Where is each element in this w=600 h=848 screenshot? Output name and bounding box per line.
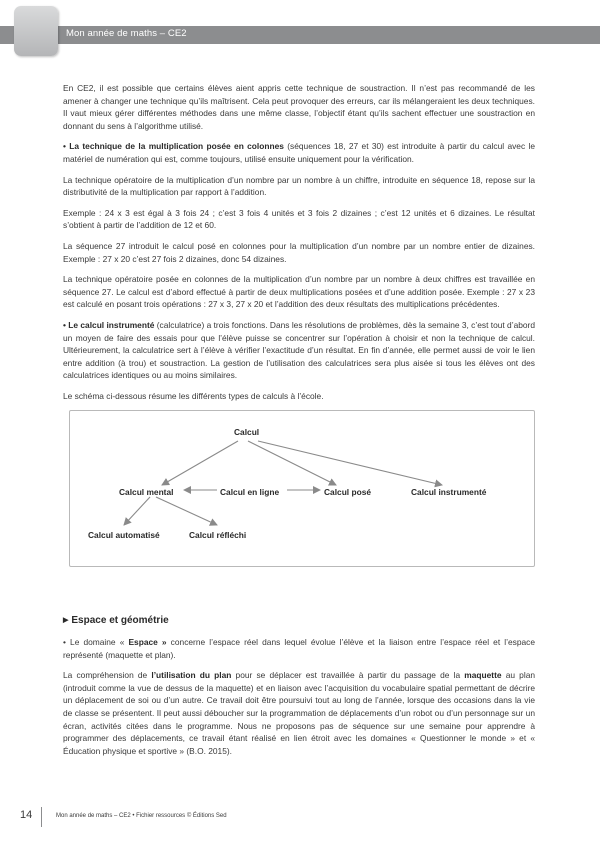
text-span: pour se déplacer est travaillée à partir du passage de la <box>231 670 465 681</box>
paragraph-calcul-instrumente <box>63 319 535 382</box>
footer-text: Mon année de maths – CE2 • Fichier ressources © Éditions Sed <box>56 813 227 819</box>
arrow-mental-to-automatise <box>124 497 150 525</box>
node-calcul-pose: Calcul posé <box>324 487 372 498</box>
node-calcul-reflechi: Calcul réfléchi <box>189 530 247 541</box>
footer-divider <box>41 807 42 827</box>
node-calcul: Calcul <box>234 427 260 438</box>
arrow-mental-to-reflechi <box>156 497 217 525</box>
bold-multiplication-title: • La technique de la multiplication posée en colonnes <box>63 141 284 152</box>
paragraph-soustraction: En CE2, il est possible que certains élèves aient appris cette technique de soustraction. Il n’est pas recommandé de les amener à changer une technique qu’ils maîtrisent. Cela peut provoquer des erreurs, car ils mélangeraient les deux techniques. Il vaut mieux gérer différentes méthodes dans une même classe, l’objectif étant qu’ils sachent effectuer une soustraction en donnant du sens à l’algorithme utilisé. <box>63 83 535 131</box>
page-number: 14 <box>20 809 33 821</box>
arrow-calcul-to-mental <box>162 441 238 485</box>
bold-espace: Espace » <box>128 637 167 647</box>
page-footer <box>0 807 600 831</box>
paragraph-utilisation-plan <box>63 669 535 757</box>
paragraph-schema-intro: Le schéma ci-dessous résume les différents types de calculs à l’école. <box>63 390 324 401</box>
paragraph-deux-chiffres: La technique opératoire posée en colonnes de la multiplication d’un nombre par un nombre à deux chiffres est travaillée en séquence 27. Le calcul est d’abord effectué à partir de deux multiplications posées et d’une addition posée. Exemple : 27 x 23 est calculé en posant trois opérations : 27 x 3, 27 x 20 et l’addition des deux résultats des multiplications précédentes. <box>63 274 535 310</box>
text-span: au plan (introduit comme la vue de dessus de la maquette) et en liaison avec l’acquisition du vocabulaire spatial permettant de décrire un déplacement de soi ou d’un autre. Ce travail doit être poursuivi tout au long de l’année, lorsque des occasions dans la vie de classe se présentent. Il peut aussi déboucher sur la programmation de déplacements d’un robot ou d’un personnage sur un écran, activités citées dans le programme. Nous ne proposons pas de séquence sur une semaine pour apprendre à programmer des déplacements, ce travail étant réalisé en lien étroit avec les domaines « Questionner le monde » et « Éducation physique et sportive » (B.O. 2015). <box>63 670 536 756</box>
bold-maquette: maquette <box>464 670 502 681</box>
node-calcul-automatise: Calcul automatisé <box>88 530 160 541</box>
paragraph-text: (séquences 18, 27 et 30) est introduite à partir du calcul avec le matériel de numération qui est, comme toujours, utilisé ensuite uniquement pour la vérification. <box>63 141 535 164</box>
node-calcul-instrumente: Calcul instrumenté <box>411 487 487 498</box>
arrow-calcul-to-pose <box>248 441 336 485</box>
paragraph-multiplication-intro <box>63 140 535 165</box>
section-heading-text: Espace et géométrie <box>71 615 169 626</box>
arrow-calcul-to-instrumente <box>258 441 442 485</box>
header-tab-decoration <box>14 6 58 56</box>
header-title: Mon année de maths – CE2 <box>66 28 187 39</box>
paragraph-text: (calculatrice) a trois fonctions. Dans les résolutions de problèmes, dès la semaine 3, c’est tout d’abord un moyen de faire des essais pour que l’élève puisse se concentrer sur l’opération à choisir et non la technique de calcul. Ultérieurement, la calculatrice sert à l’élève à vérifier l’exactitude d’un résultat. En fin d’année, elle permet aussi de voir le lien entre addition (à trou) et soustraction. La gestion de l’utilisation des calculatrices sera plus aisée si tous les élèves ont des calculatrices identiques ou au moins similaires. <box>63 319 535 381</box>
bold-utilisation-plan: l’utilisation du plan <box>151 670 232 681</box>
node-calcul-mental: Calcul mental <box>119 487 174 498</box>
calcul-diagram <box>69 410 535 567</box>
text-span: La compréhension de <box>63 670 152 681</box>
main-content <box>63 82 535 567</box>
text-span: • Le domaine « <box>63 637 129 647</box>
triangle-bullet-icon: ▶ <box>63 617 69 624</box>
paragraph-domaine-espace <box>63 636 535 661</box>
section-espace-content <box>63 636 535 765</box>
node-calcul-en-ligne: Calcul en ligne <box>220 487 280 498</box>
bold-calcul-instrumente-title: • Le calcul instrumenté <box>63 319 155 330</box>
section-heading-espace <box>63 615 169 626</box>
paragraph-sequence-27: La séquence 27 introduit le calcul posé en colonnes pour la multiplication d’un nombre par un nombre entier de dizaines. Exemple : 27 x 20 c’est 27 fois 2 dizaines, donc 54 dizaines. <box>63 240 535 264</box>
paragraph-distributivite: La technique opératoire de la multiplication d’un nombre par un nombre à un chiffre, introduite en séquence 18, repose sur la distributivité de la multiplication par rapport à l’addition. <box>63 174 535 198</box>
text-span: concerne l’espace réel dans lequel évolue l’élève et la liaison entre l’espace réel et l’espace représenté (maquette et plan). <box>63 637 535 660</box>
paragraph-exemple-24x3: Exemple : 24 x 3 est égal à 3 fois 24 ; c’est 3 fois 4 unités et 3 fois 2 dizaines ; c’est 12 unités et 6 dizaines. Le résultat s’obtient à partir de l’addition de 12 et 60. <box>63 207 535 231</box>
